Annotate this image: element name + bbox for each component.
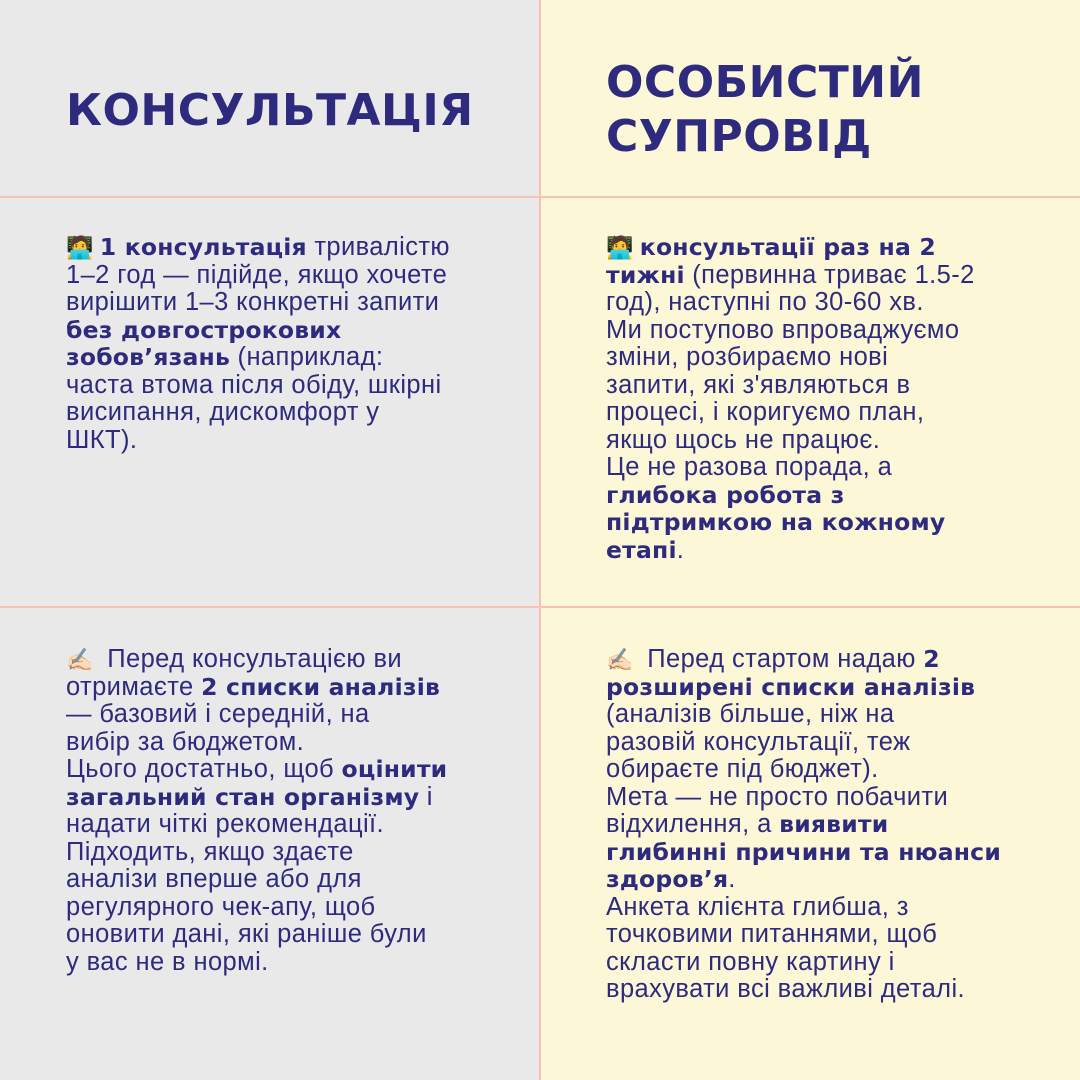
consultation-tests-text: ✍🏻 Перед консультацією ви отримаєте 2 списки аналізів — базовий і середній, на вибір за бюджетом. Цього достатньо, щоб оцінити загальний стан організму і надати чіткі рекомендації. Підходить, якщо здаєте аналізи вперше або для регулярного чек-апу, щоб оновити дані, які раніше були у вас не в нормі. — [66, 645, 448, 976]
vertical-divider — [539, 0, 541, 1080]
support-tests-text: ✍🏻 Перед стартом надаю 2 розширені списки аналізів (аналізів більше, ніж на разовій консультації, теж обираєте під бюджет). Мета — не просто побачити відхилення, а виявити глибинні причини та нюанси здоров’я. Анкета клієнта глибша, з точковими питаннями, щоб скласти повну картину і врахувати всі важливі деталі. — [606, 645, 1001, 1003]
horizontal-divider-top — [0, 196, 1080, 198]
personal-support-title-line-1: ОСОБИСТИЙ — [606, 57, 924, 108]
consultation-title: КОНСУЛЬТАЦІЯ — [66, 85, 474, 136]
horizontal-divider-bottom — [0, 606, 1080, 608]
laptop-person-icon: 🧑‍💻 — [606, 235, 634, 260]
laptop-person-icon: 🧑‍💻 — [66, 235, 94, 260]
personal-support-title — [606, 56, 1046, 164]
writing-hand-icon: ✍🏻 — [66, 647, 94, 672]
personal-support-title-line-2: СУПРОВІД — [606, 111, 872, 162]
writing-hand-icon: ✍🏻 — [606, 647, 634, 672]
support-format-text: 🧑‍💻 консультації раз на 2 тижні (первинна триває 1.5-2 год), наступні по 30-60 хв. Ми поступово впроваджуємо зміни, розбираємо нові запити, які з'являються в процесі, і коригуємо план, якщо щось не працює. Це не разова порада, а глибока робота з підтримкою на кожному етапі. — [606, 233, 975, 564]
consultation-format-text: 🧑‍💻 1 консультація тривалістю 1–2 год — підійде, якщо хочете вирішити 1–3 конкретні запити без довгострокових зобов’язань (наприклад: часта втома після обіду, шкірні висипання, дискомфорт у ШКТ). — [66, 233, 450, 454]
